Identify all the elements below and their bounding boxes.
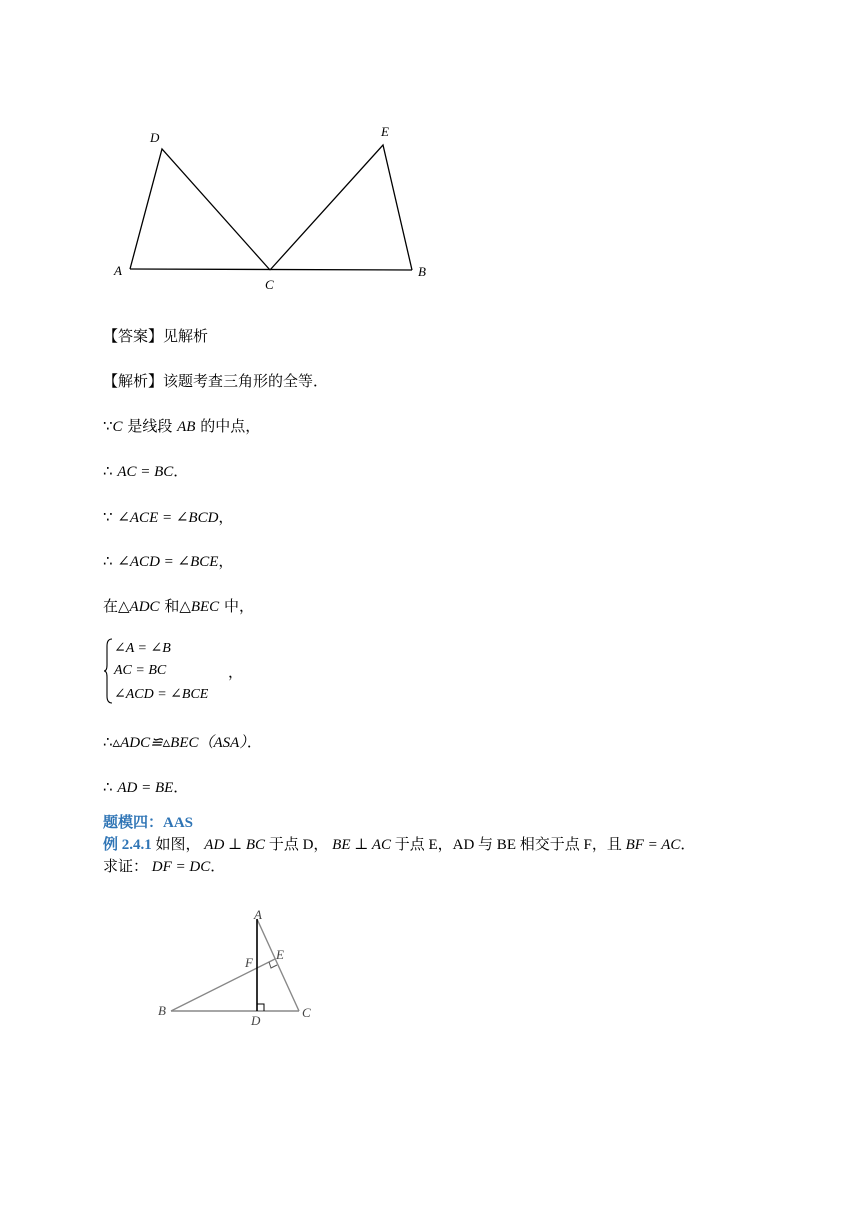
prove-label: 求证： [103, 859, 149, 875]
triangle-adc-name: ADC [129, 599, 160, 615]
step-1 [103, 416, 260, 437]
system-eq-1: ∠A = ∠B [114, 641, 171, 656]
label-b: B [158, 1003, 166, 1018]
example-text-1: 如图， [151, 837, 201, 853]
expr-ac-eq-bc: AC = BC [117, 464, 174, 480]
label-d: D [150, 130, 160, 145]
condition-ad-perp-bc: AD ⊥ BC [204, 837, 266, 853]
step-5 [103, 596, 254, 617]
var-c: C [112, 419, 123, 435]
triangle-adc [130, 149, 270, 270]
label-e: E [276, 947, 284, 962]
label-e: E [381, 124, 389, 139]
step-1-end: 的中点， [195, 417, 261, 435]
answer-line [103, 326, 208, 346]
therefore-symbol: ∴ [103, 733, 113, 751]
step-2-end: ． [173, 462, 189, 480]
example-text-2: 于点 D， [265, 837, 329, 853]
example-line [103, 833, 695, 854]
right-angle-d [257, 1004, 264, 1011]
label-c: C [265, 277, 274, 292]
step-5-mid: 和△ [159, 597, 191, 615]
answer-text: 见解析 [163, 327, 209, 345]
system-brace [104, 638, 114, 704]
figure-aas-triangle [150, 905, 340, 1035]
step-6-end: ． [246, 733, 262, 751]
label-f: F [245, 955, 253, 970]
expr-angle-ace-eq-bcd: ∠ACE = ∠BCD [117, 510, 219, 526]
prove-end: ． [210, 859, 226, 875]
example-number: 例 2.4.1 [103, 837, 152, 853]
system-end: ， [228, 663, 244, 681]
system-eq-3: ∠ACD = ∠BCE [114, 687, 209, 702]
step-7 [103, 777, 188, 798]
expr-congruence: ▵ADC≌▵BEC [112, 735, 199, 751]
condition-bf-eq-ac: BF = AC [625, 837, 681, 853]
system-eq-2: AC = BC [114, 663, 167, 678]
prove-expr: DF = DC [151, 859, 211, 875]
label-b: B [418, 264, 426, 279]
therefore-symbol: ∴ [103, 462, 113, 480]
label-a: A [114, 263, 122, 278]
step-2 [103, 461, 188, 482]
section-title: 题模四：AAS [103, 815, 194, 831]
triangle-bec-name: BEC [190, 599, 220, 615]
label-d: D [251, 1013, 261, 1028]
expr-ad-eq-be: AD = BE [117, 780, 174, 796]
example-text-4: ． [680, 837, 696, 853]
step-5-pre: 在△ [103, 597, 130, 615]
var-ab: AB [177, 419, 196, 435]
step-6 [103, 732, 262, 753]
answer-prefix: 【答案】 [103, 327, 164, 345]
example-text-3: 于点 E，AD 与 BE 相交于点 F，且 [390, 837, 626, 853]
analysis-line [103, 371, 328, 391]
step-7-end: ． [173, 778, 189, 796]
step-5-end: 中， [219, 597, 254, 615]
analysis-text: 该题考查三角形的全等． [163, 372, 329, 390]
because-symbol: ∵ [103, 417, 113, 435]
step-3-end: ， [218, 508, 234, 526]
expr-angle-acd-eq-bce: ∠ACD = ∠BCE [117, 554, 219, 570]
right-angle-e [269, 962, 277, 968]
triangle-bec [270, 145, 412, 270]
therefore-symbol: ∴ [103, 552, 113, 570]
step-1-mid: 是线段 [122, 417, 178, 435]
analysis-prefix: 【解析】 [103, 372, 164, 390]
step-3 [103, 507, 233, 528]
reason-asa: （ASA） [198, 735, 247, 751]
condition-be-perp-ac: BE ⊥ AC [332, 837, 391, 853]
therefore-symbol: ∴ [103, 778, 113, 796]
label-c: C [302, 1005, 311, 1020]
prove-line [103, 855, 225, 876]
step-4 [103, 551, 233, 572]
label-a: A [254, 907, 262, 922]
figure-triangles-adc-bec [100, 115, 450, 300]
because-symbol: ∵ [103, 508, 113, 526]
segment-ab [130, 269, 412, 270]
step-4-end: ， [218, 552, 234, 570]
segment-be [171, 959, 275, 1011]
